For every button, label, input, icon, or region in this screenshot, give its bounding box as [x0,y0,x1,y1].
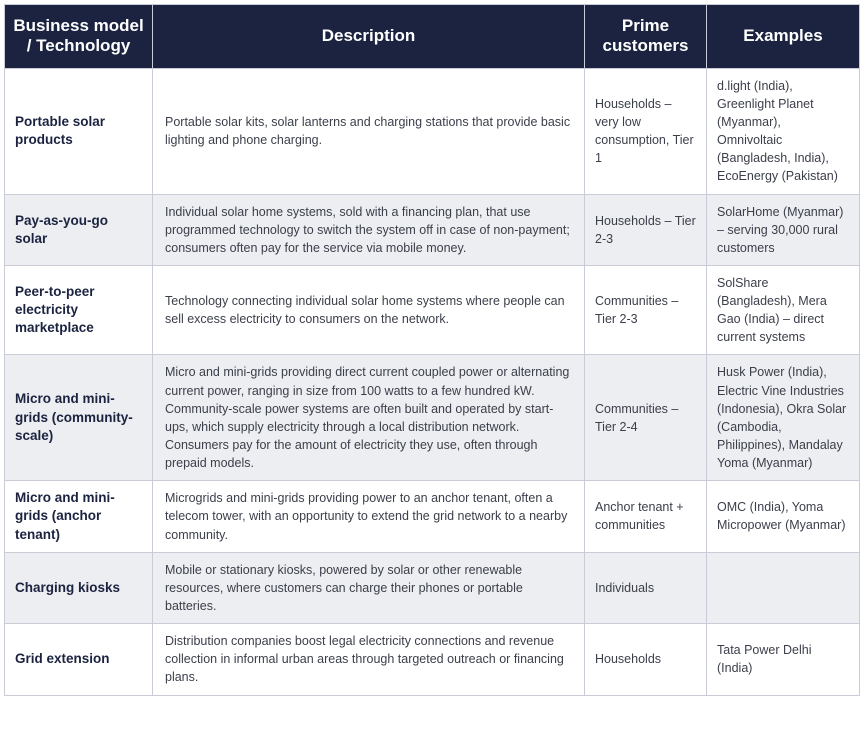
cell-examples: d.light (India), Greenlight Planet (Myanmar), Omnivoltaic (Bangladesh, India), EcoEnergy (Pakistan) [707,68,860,194]
cell-prime-customers: Households – Tier 2-3 [585,194,707,265]
cell-description: Micro and mini-grids providing direct current coupled power or alternating current power, ranging in size from 100 watts to a few hundred kW. Community-scale power systems are often built and operated by start-ups, which supply electricity through a local distribution network. Consumers pay for the amount of electricity they use, often through prepaid models. [153,355,585,481]
column-header-prime-customers: Prime customers [585,5,707,69]
table-row [5,265,860,355]
cell-business-model: Portable solar products [5,68,153,194]
column-header-description: Description [153,5,585,69]
table-row [5,355,860,481]
cell-business-model: Peer-to-peer electricity marketplace [5,265,153,355]
table-header-row [5,5,860,69]
column-header-business-model: Business model / Technology [5,5,153,69]
cell-examples [707,552,860,623]
cell-business-model: Pay-as-you-go solar [5,194,153,265]
cell-description: Portable solar kits, solar lanterns and charging stations that provide basic lighting and phone charging. [153,68,585,194]
table-row [5,194,860,265]
cell-description: Distribution companies boost legal electricity connections and revenue collection in informal urban areas through targeted outreach or financing plans. [153,624,585,695]
table-row [5,624,860,695]
cell-examples: Husk Power (India), Electric Vine Industries (Indonesia), Okra Solar (Cambodia, Philippines), Mandalay Yoma (Myanmar) [707,355,860,481]
cell-prime-customers: Communities – Tier 2-4 [585,355,707,481]
table-header [5,5,860,69]
business-model-table [4,4,860,696]
cell-business-model: Charging kiosks [5,552,153,623]
column-header-examples: Examples [707,5,860,69]
cell-prime-customers: Households [585,624,707,695]
cell-description: Technology connecting individual solar home systems where people can sell excess electricity to consumers on the network. [153,265,585,355]
table-body [5,68,860,695]
table-row [5,552,860,623]
cell-examples: Tata Power Delhi (India) [707,624,860,695]
cell-examples: SolarHome (Myanmar) – serving 30,000 rural customers [707,194,860,265]
cell-business-model: Micro and mini-grids (community-scale) [5,355,153,481]
cell-description: Individual solar home systems, sold with a financing plan, that use programmed technology to switch the system off in case of non-payment; consumers often pay for the service via mobile money. [153,194,585,265]
cell-prime-customers: Households – very low consumption, Tier 1 [585,68,707,194]
cell-examples: SolShare (Bangladesh), Mera Gao (India) – direct current systems [707,265,860,355]
cell-prime-customers: Individuals [585,552,707,623]
cell-description: Mobile or stationary kiosks, powered by solar or other renewable resources, where customers can charge their phones or portable batteries. [153,552,585,623]
cell-business-model: Grid extension [5,624,153,695]
cell-prime-customers: Communities – Tier 2-3 [585,265,707,355]
cell-business-model: Micro and mini-grids (anchor tenant) [5,481,153,553]
table-row [5,481,860,553]
cell-examples: OMC (India), Yoma Micropower (Myanmar) [707,481,860,553]
cell-description: Microgrids and mini-grids providing power to an anchor tenant, often a telecom tower, with an opportunity to extend the grid network to a nearby community. [153,481,585,553]
cell-prime-customers: Anchor tenant + communities [585,481,707,553]
table-row [5,68,860,194]
